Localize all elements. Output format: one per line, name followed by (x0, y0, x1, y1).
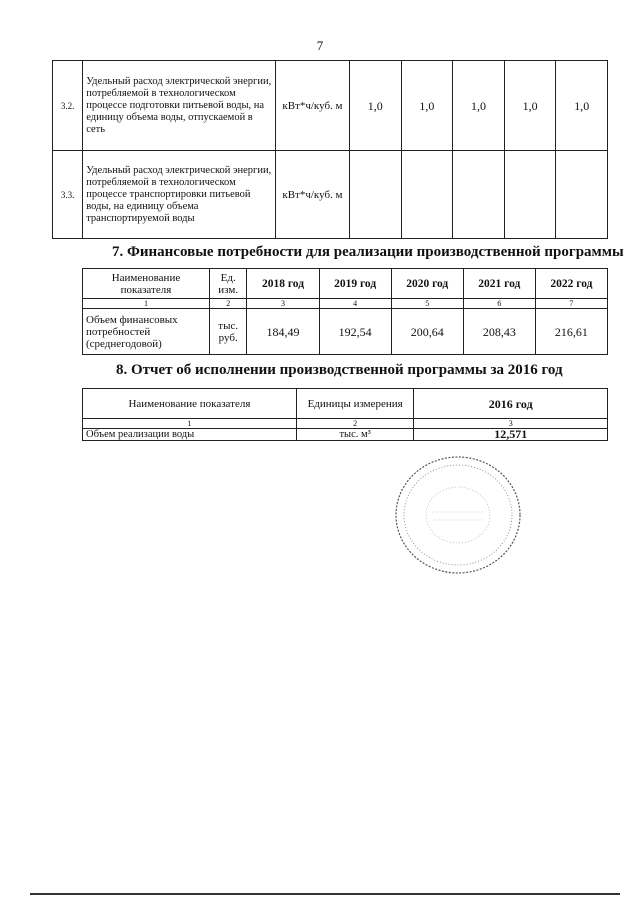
indicator-name: Удельный расход электрической энергии, потребляемой в технологическом процессе транспортировки питьевой воды, на единицу объема транспортируемой воды (83, 151, 276, 239)
row-number: 3.2. (53, 61, 83, 151)
header-cell: Единицы измерения (296, 389, 414, 419)
table-row (83, 429, 608, 441)
index-cell: 3 (414, 419, 608, 429)
value-cell: 208,43 (463, 309, 535, 355)
page-number: 7 (316, 38, 324, 53)
value-cell (453, 151, 505, 239)
program-report-table (82, 388, 608, 441)
unit-cell: тыс. м³ (296, 429, 414, 441)
unit-cell: кВт*ч/куб. м (275, 151, 349, 239)
unit-cell: тыс. руб. (209, 309, 247, 355)
table-header-row (83, 269, 608, 299)
header-cell: Наименование показателя (83, 269, 210, 299)
value-cell: 1,0 (556, 61, 608, 151)
energy-consumption-table (52, 60, 608, 239)
indicator-name: Объем финансовых потребностей (среднегодовой) (83, 309, 210, 355)
value-cell (401, 151, 453, 239)
indicator-name: Объем реализации воды (83, 429, 297, 441)
value-cell: 1,0 (504, 61, 556, 151)
value-cell: 1,0 (350, 61, 402, 151)
value-cell: 1,0 (401, 61, 453, 151)
financial-needs-table (82, 268, 608, 355)
section-7-title: 7. Финансовые потребности для реализации производственной программы (112, 244, 624, 260)
index-cell: 2 (209, 299, 247, 309)
index-cell: 1 (83, 299, 210, 309)
value-cell (350, 151, 402, 239)
official-seal-stamp (392, 452, 524, 578)
indicator-name: Удельный расход электрической энергии, потребляемой в технологическом процессе подготовки питьевой воды, на единицу объема воды, отпускаемой в сеть (83, 61, 276, 151)
value-cell (556, 151, 608, 239)
header-cell: 2018 год (247, 269, 319, 299)
header-cell: Наименование показателя (83, 389, 297, 419)
header-cell: 2022 год (535, 269, 607, 299)
index-cell: 2 (296, 419, 414, 429)
unit-cell: кВт*ч/куб. м (275, 61, 349, 151)
header-cell: 2019 год (319, 269, 391, 299)
index-cell: 3 (247, 299, 319, 309)
table-header-row (83, 389, 608, 419)
value-cell: 192,54 (319, 309, 391, 355)
value-cell: 184,49 (247, 309, 319, 355)
value-cell: 216,61 (535, 309, 607, 355)
header-cell: 2016 год (414, 389, 608, 419)
value-cell: 1,0 (453, 61, 505, 151)
index-cell: 6 (463, 299, 535, 309)
index-cell: 1 (83, 419, 297, 429)
value-cell (504, 151, 556, 239)
header-cell: 2021 год (463, 269, 535, 299)
header-cell: 2020 год (391, 269, 463, 299)
column-index-row (83, 299, 608, 309)
column-index-row (83, 419, 608, 429)
value-cell: 200,64 (391, 309, 463, 355)
header-cell: Ед. изм. (209, 269, 247, 299)
row-number: 3.3. (53, 151, 83, 239)
table-row (83, 309, 608, 355)
index-cell: 5 (391, 299, 463, 309)
index-cell: 7 (535, 299, 607, 309)
section-8-title: 8. Отчет об исполнении производственной программы за 2016 год (116, 362, 563, 378)
page-bottom-border (30, 893, 620, 895)
table-row (53, 151, 608, 239)
value-cell: 12,571 (414, 429, 608, 441)
index-cell: 4 (319, 299, 391, 309)
table-row (53, 61, 608, 151)
